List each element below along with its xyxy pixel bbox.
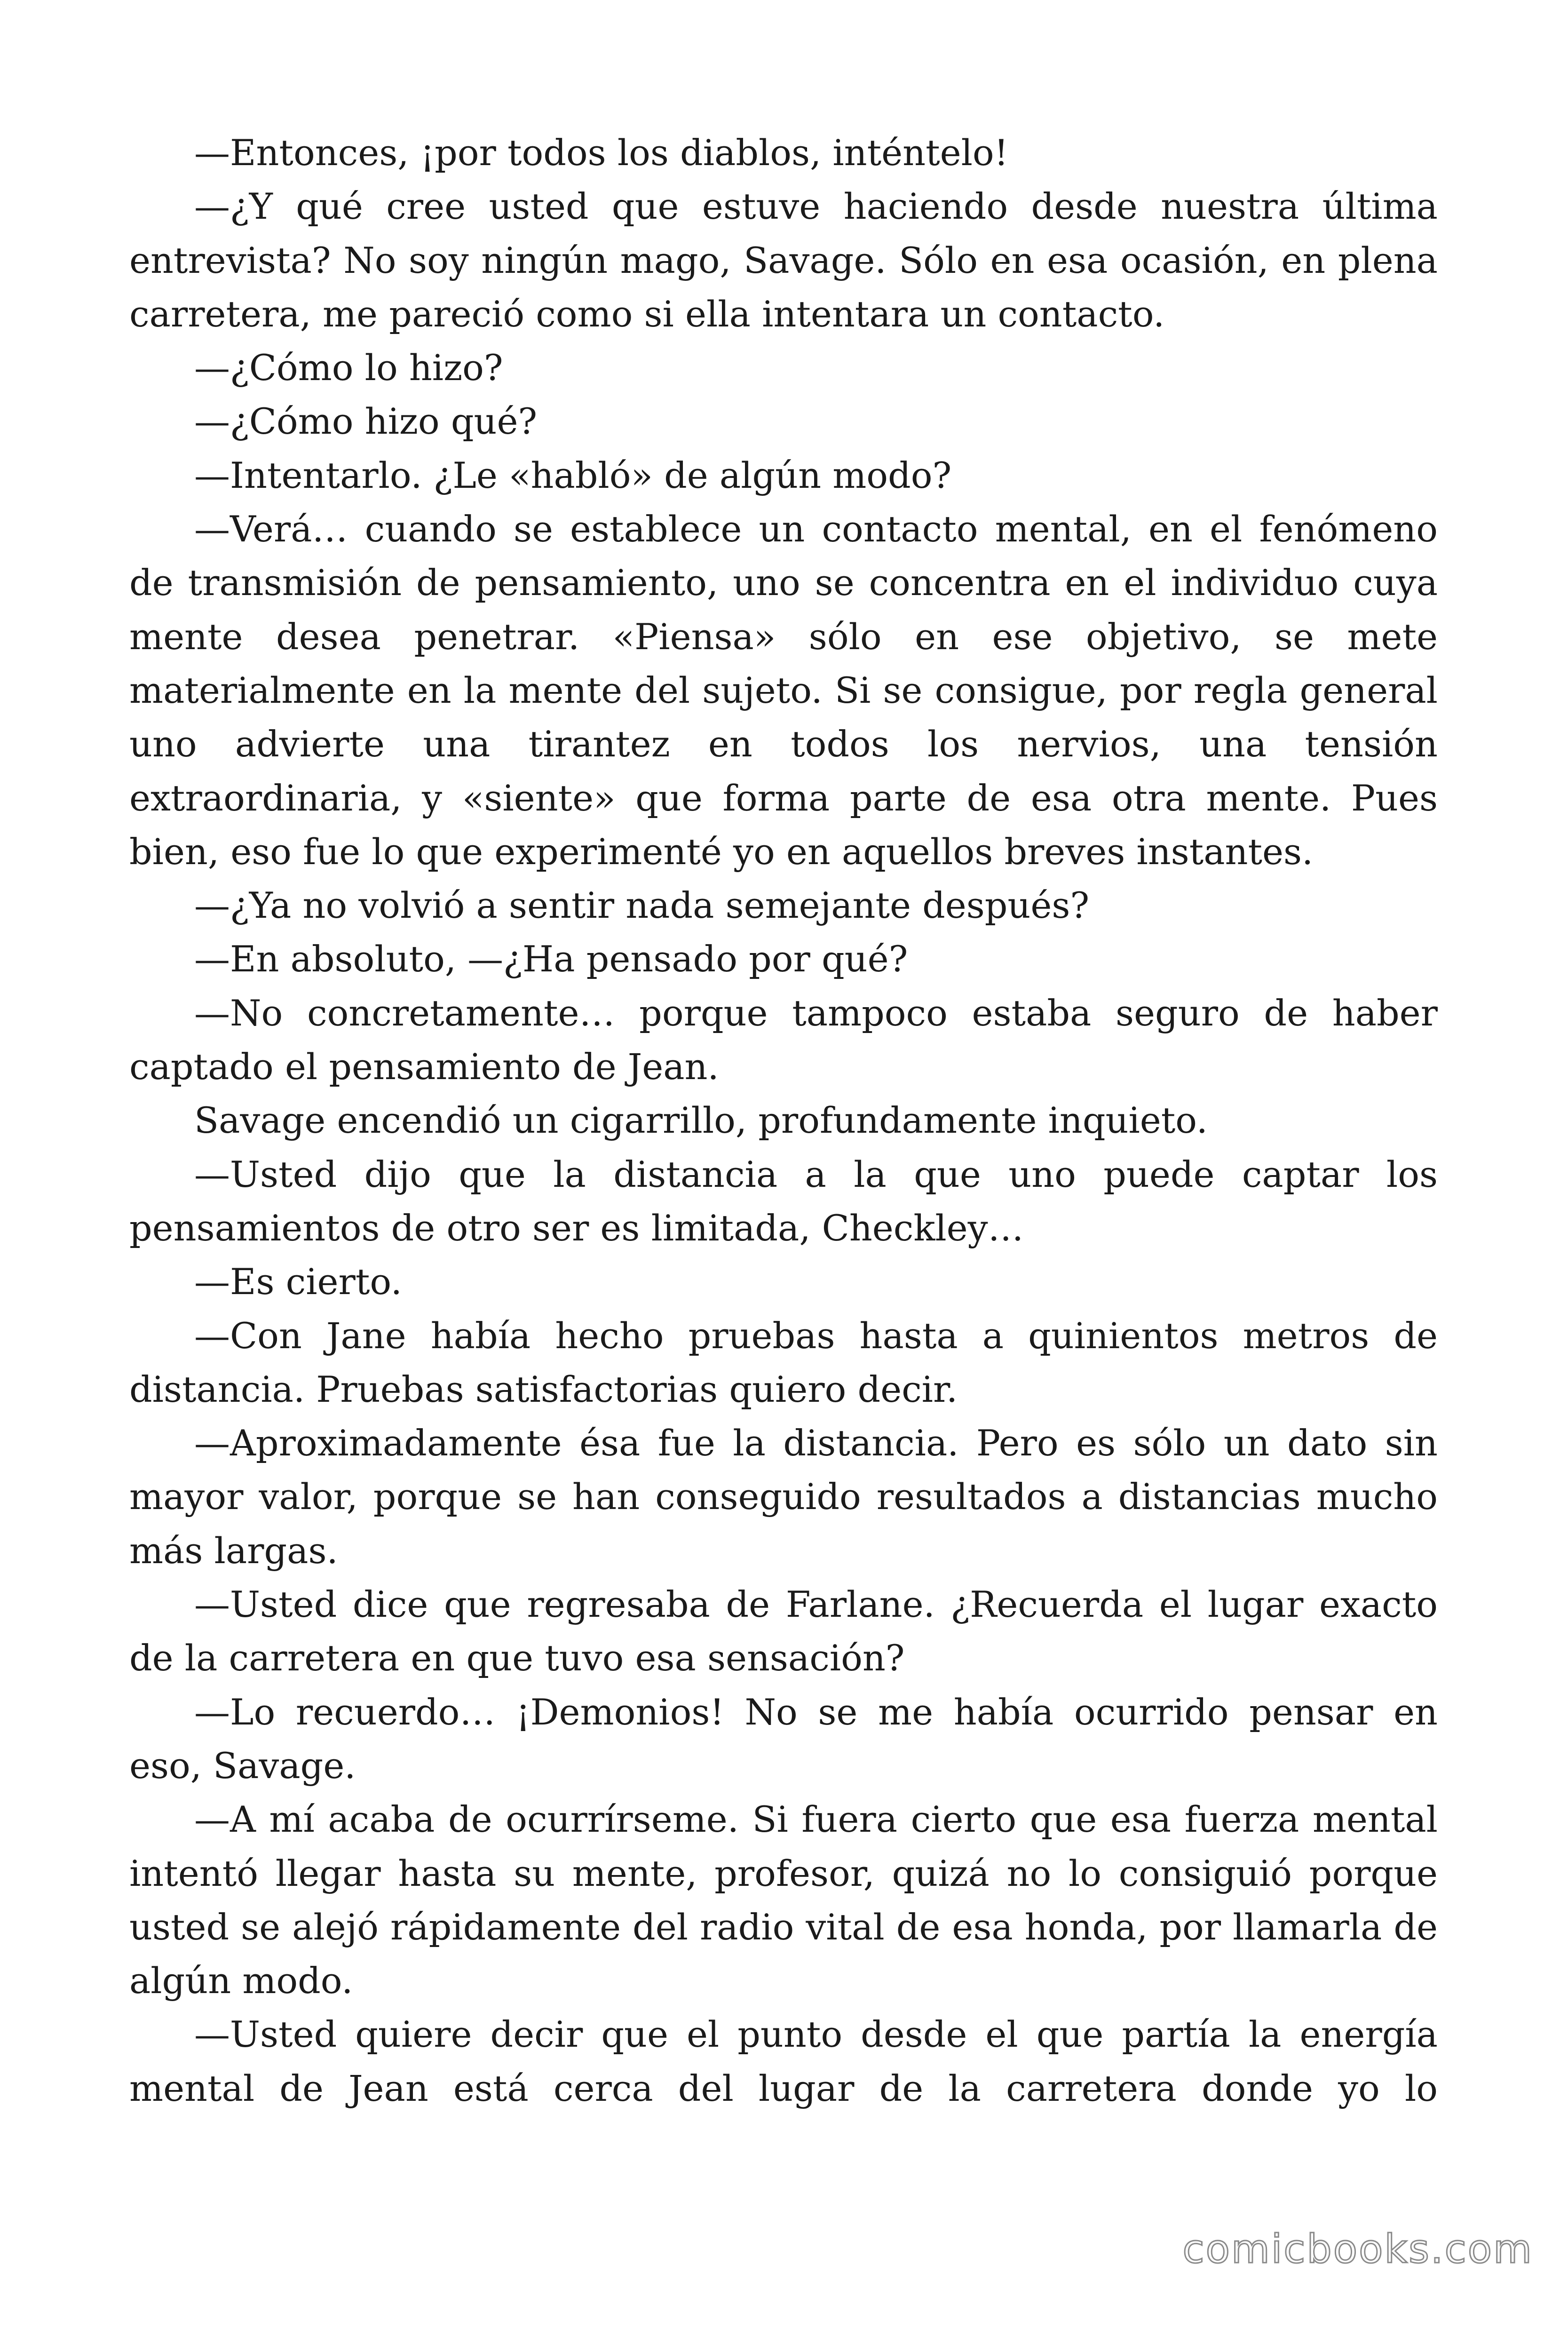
paragraph: —Usted dijo que la distancia a la que uno puede captar los pensamientos de otro ser es limitada, Checkley… [129, 1153, 1438, 1249]
paragraph: —No concretamente… porque tampoco estaba seguro de haber captado el pensamiento de Jean. [129, 992, 1438, 1088]
paragraph: —Verá… cuando se establece un contacto mental, en el fenómeno de transmisión de pensamiento, uno se concentra en el individuo cuya mente desea penetrar. «Piensa» sólo en ese objetivo, se mete materialmente en la mente del sujeto. Si se consigue, por regla general uno advierte una tirantez en todos los nervios, una tensión extraordinaria, y «siente» que forma parte de esa otra mente. Pues bien, eso fue lo que experimenté yo en aquellos breves instantes. [129, 508, 1438, 873]
paragraph: —A mí acaba de ocurrírseme. Si fuera cierto que esa fuerza mental intentó llegar hasta su mente, profesor, quizá no lo consiguió porque usted se alejó rápidamente del radio vital de esa honda, por llamarla de algún modo. [129, 1798, 1438, 2002]
paragraph: —¿Ya no volvió a sentir nada semejante después? [194, 884, 1090, 927]
paragraph: —¿Cómo lo hizo? [194, 347, 503, 389]
paragraph: —En absoluto, —¿Ha pensado por qué? [194, 938, 908, 980]
paragraph: —Con Jane había hecho pruebas hasta a quinientos metros de distancia. Pruebas satisfactorias quiero decir. [129, 1314, 1438, 1410]
paragraph: —¿Y qué cree usted que estuve haciendo desde nuestra última entrevista? No soy ningún mago, Savage. Sólo en esa ocasión, en plena carretera, me pareció como si ella intentara un contacto. [129, 185, 1438, 335]
paragraph: Savage encendió un cigarrillo, profundamente inquieto. [194, 1099, 1208, 1142]
paragraph: —Intentarlo. ¿Le «habló» de algún modo? [194, 454, 952, 496]
paragraph: —Usted dice que regresaba de Farlane. ¿Recuerda el lugar exacto de la carretera en que tuvo esa sensación? [129, 1583, 1438, 1679]
paragraph: —Entonces, ¡por todos los diablos, inténtelo! [194, 132, 1009, 174]
paragraph: —Aproximadamente ésa fue la distancia. Pero es sólo un dato sin mayor valor, porque se han conseguido resultados a distancias mucho más largas. [129, 1422, 1438, 1572]
paragraph: —Lo recuerdo… ¡Demonios! No se me había ocurrido pensar en eso, Savage. [129, 1691, 1438, 1787]
watermark-logo: comicbooks.com [1182, 2226, 1533, 2272]
book-page-text [129, 126, 1438, 2115]
paragraph: —Es cierto. [194, 1261, 402, 1303]
paragraph: —Usted quiere decir que el punto desde el que partía la energía mental de Jean está cerca del lugar de la carretera donde yo lo [129, 2013, 1438, 2109]
paragraph: —¿Cómo hizo qué? [194, 400, 538, 443]
